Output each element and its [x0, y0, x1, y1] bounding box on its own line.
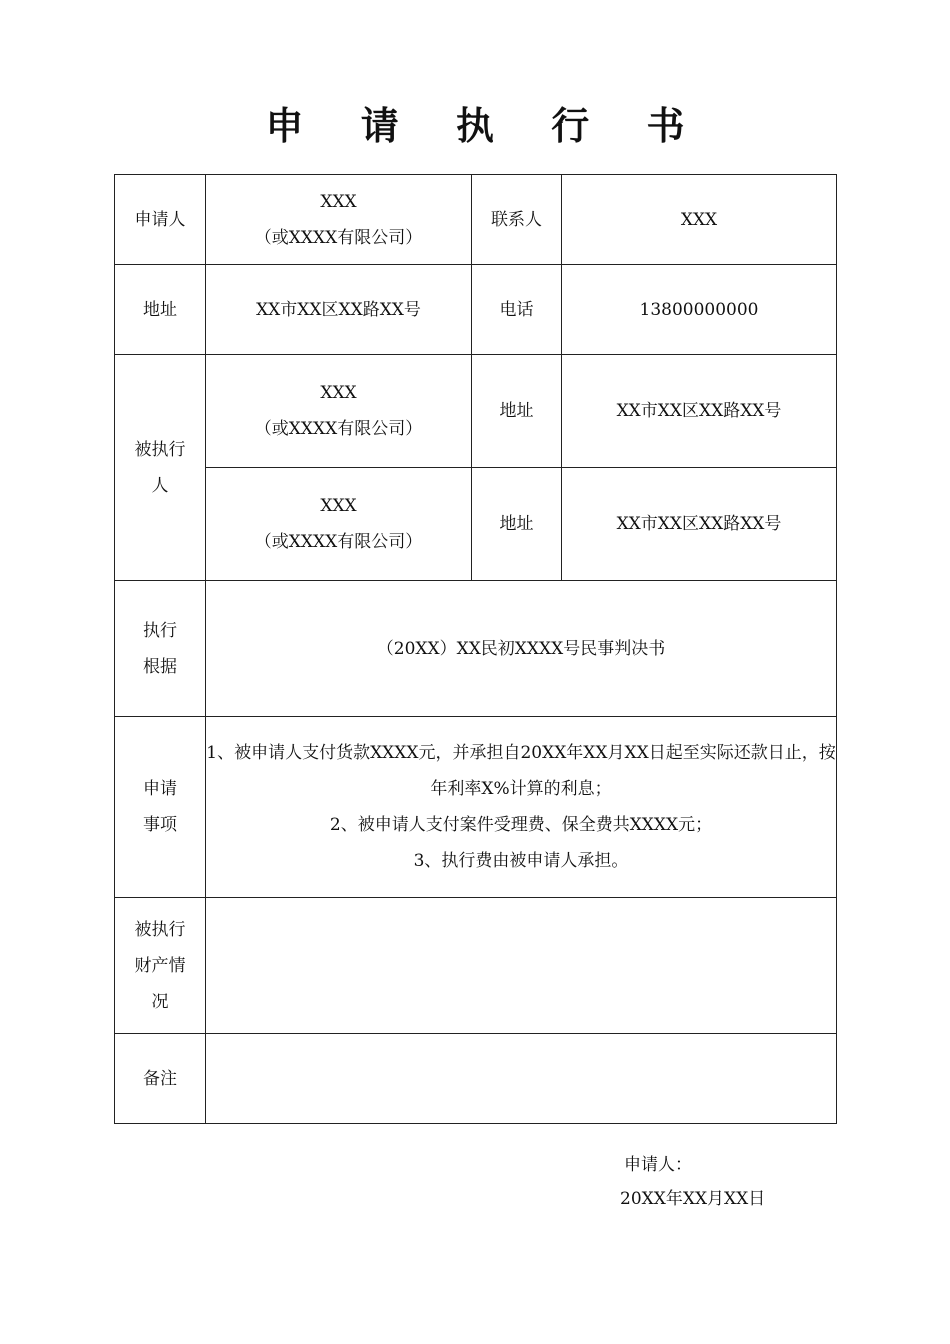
application-matters-label	[115, 717, 206, 898]
property-status-label-line1: 被执行	[134, 919, 186, 940]
signature-label: 申请人：	[624, 1155, 692, 1175]
respondent-label-line2: 人	[151, 475, 169, 496]
page-title: 申 请 执 行 书	[265, 104, 707, 148]
property-status-label-line2: 财产情	[134, 955, 186, 976]
matter-item-1: 1、被申请人支付货款XXXX元，并承担自20XX年XX月XX日起至实际还款日止，按年利率X%计算的利息；	[206, 743, 836, 799]
remark-row	[115, 1034, 837, 1124]
applicant-name-cell	[206, 175, 472, 265]
respondent-name: XXX	[320, 496, 357, 516]
property-status-label	[115, 898, 206, 1034]
respondent-company: （或XXXX有限公司）	[254, 419, 423, 439]
phone-value: 13800000000	[562, 265, 837, 355]
property-status-value	[206, 898, 837, 1034]
respondent-company: （或XXXX有限公司）	[254, 532, 423, 552]
execution-basis-row	[115, 581, 837, 717]
respondent-label-line1: 被执行	[134, 439, 186, 460]
application-matters-label-line1: 申请	[143, 779, 177, 799]
applicant-address-label: 地址	[115, 265, 206, 355]
execution-basis-label-line1: 执行	[143, 620, 177, 641]
phone-label: 电话	[472, 265, 562, 355]
signature-date: 20XX年XX月XX日	[620, 1189, 766, 1209]
remark-label: 备注	[115, 1034, 206, 1124]
respondent-address-value: XX市XX区XX路XX号	[562, 468, 837, 581]
applicant-company: （或XXXX有限公司）	[254, 227, 423, 248]
respondent-address-label: 地址	[472, 468, 562, 581]
execution-basis-label	[115, 581, 206, 717]
execution-basis-label-line2: 根据	[143, 656, 177, 677]
applicant-row	[115, 175, 837, 265]
applicant-address-row	[115, 265, 837, 355]
remark-value	[206, 1034, 837, 1124]
respondent-name-cell-2	[206, 468, 472, 581]
application-matters-content	[206, 717, 837, 898]
contact-value: XXX	[562, 175, 837, 265]
respondent-address-label: 地址	[472, 355, 562, 468]
respondent-row-1	[115, 355, 837, 468]
contact-label: 联系人	[472, 175, 562, 265]
applicant-label: 申请人	[115, 175, 206, 265]
application-matters-label-line2: 事项	[143, 815, 177, 835]
property-status-row	[115, 898, 837, 1034]
applicant-address-value: XX市XX区XX路XX号	[206, 265, 472, 355]
respondent-label	[115, 355, 206, 581]
execution-basis-value: （20XX）XX民初XXXX号民事判决书	[206, 581, 837, 717]
application-form-table	[114, 174, 837, 1124]
signature-block	[620, 1148, 765, 1216]
matter-item-3: 3、执行费由被申请人承担。	[413, 851, 629, 871]
property-status-label-line3: 况	[151, 991, 169, 1012]
application-matters-row	[115, 717, 837, 898]
respondent-row-2	[115, 468, 837, 581]
respondent-address-value: XX市XX区XX路XX号	[562, 355, 837, 468]
respondent-name: XXX	[320, 383, 357, 403]
applicant-name: XXX	[320, 191, 357, 212]
matter-item-2: 2、被申请人支付案件受理费、保全费共XXXX元；	[329, 815, 713, 835]
respondent-name-cell-1	[206, 355, 472, 468]
